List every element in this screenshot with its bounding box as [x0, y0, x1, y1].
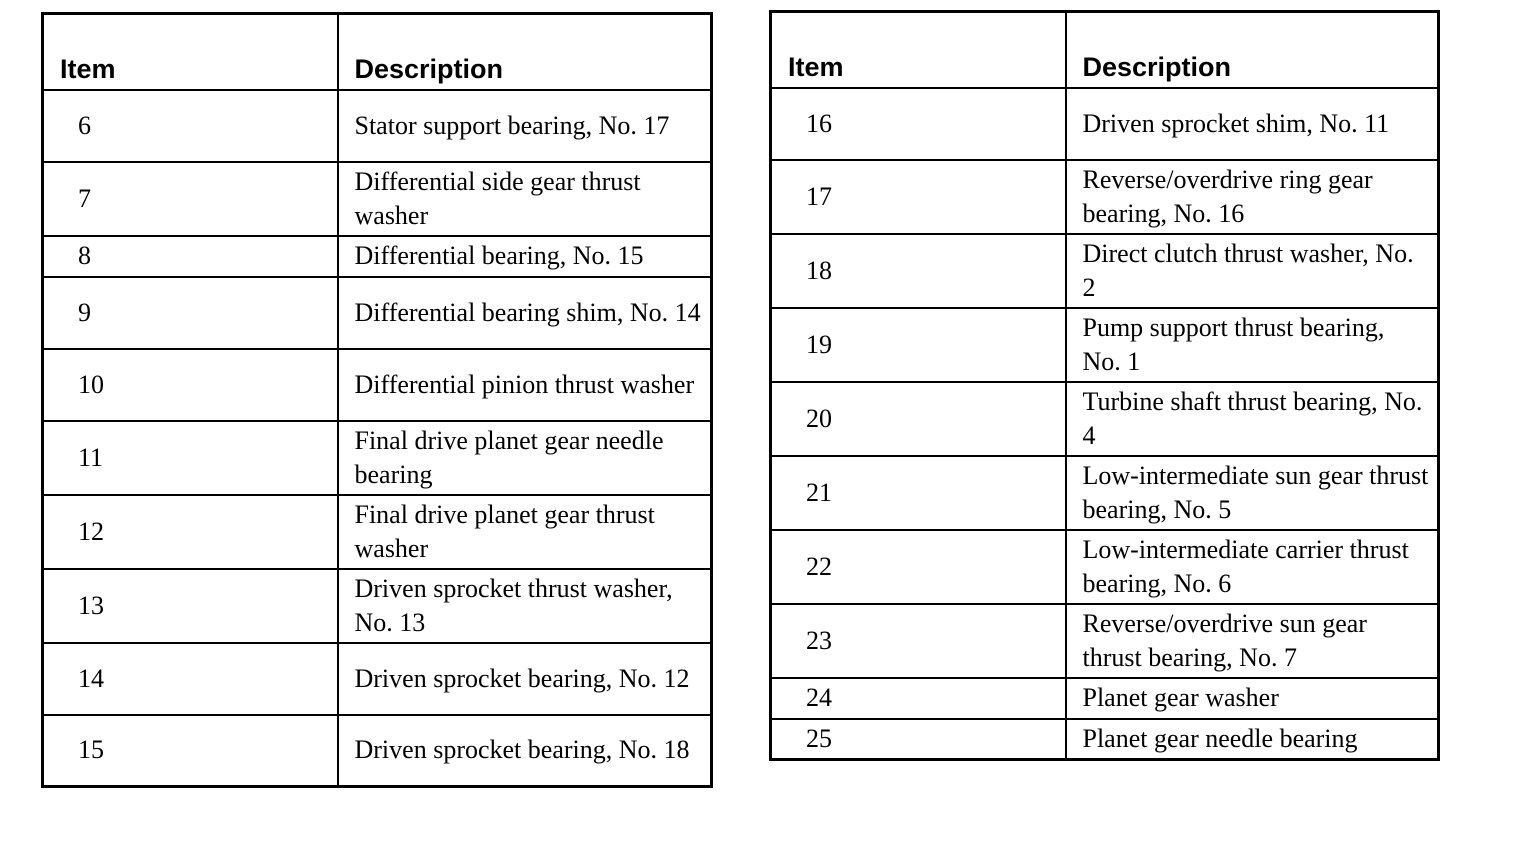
table-row: [43, 236, 712, 277]
description-cell: Differential bearing shim, No. 14: [338, 277, 712, 349]
description-cell: Differential side gear thrust washer: [338, 162, 712, 236]
description-cell: Low-intermediate sun gear thrust bearing, No. 5: [1066, 456, 1439, 530]
item-number-cell: 19: [771, 308, 1066, 382]
item-number-cell: 6: [43, 90, 338, 162]
header-row: [43, 14, 712, 90]
table-row: [771, 88, 1439, 160]
table-body: [43, 90, 712, 787]
item-number-cell: 15: [43, 715, 338, 787]
table-row: [771, 678, 1439, 719]
description-cell: Differential bearing, No. 15: [338, 236, 712, 277]
table-row: [771, 234, 1439, 308]
table-row: [771, 308, 1439, 382]
description-cell: Turbine shaft thrust bearing, No. 4: [1066, 382, 1439, 456]
item-number-cell: 21: [771, 456, 1066, 530]
table-row: [43, 349, 712, 421]
item-number-cell: 13: [43, 569, 338, 643]
description-cell: Reverse/overdrive ring gear bearing, No. 16: [1066, 160, 1439, 234]
table-row: [771, 456, 1439, 530]
item-number-cell: 23: [771, 604, 1066, 678]
parts-table-right: [769, 10, 1440, 761]
item-number-cell: 11: [43, 421, 338, 495]
item-column-header: Item: [43, 14, 338, 90]
table-row: [43, 90, 712, 162]
description-cell: Differential pinion thrust washer: [338, 349, 712, 421]
item-number-cell: 20: [771, 382, 1066, 456]
item-number-cell: 10: [43, 349, 338, 421]
description-cell: Final drive planet gear thrust washer: [338, 495, 712, 569]
table-row: [771, 604, 1439, 678]
item-column-header: Item: [771, 12, 1066, 88]
item-number-cell: 22: [771, 530, 1066, 604]
item-number-cell: 12: [43, 495, 338, 569]
table-row: [771, 719, 1439, 760]
description-cell: Driven sprocket shim, No. 11: [1066, 88, 1439, 160]
description-cell: Final drive planet gear needle bearing: [338, 421, 712, 495]
item-number-cell: 7: [43, 162, 338, 236]
item-number-cell: 14: [43, 643, 338, 715]
parts-table-left: [41, 12, 713, 788]
description-cell: Pump support thrust bearing, No. 1: [1066, 308, 1439, 382]
item-number-cell: 25: [771, 719, 1066, 760]
item-number-cell: 17: [771, 160, 1066, 234]
description-cell: Planet gear needle bearing: [1066, 719, 1439, 760]
table-row: [43, 421, 712, 495]
item-number-cell: 16: [771, 88, 1066, 160]
table-row: [771, 160, 1439, 234]
table-row: [771, 530, 1439, 604]
table-body: [771, 88, 1439, 760]
description-cell: Driven sprocket thrust washer, No. 13: [338, 569, 712, 643]
description-cell: Direct clutch thrust washer, No. 2: [1066, 234, 1439, 308]
table-row: [43, 643, 712, 715]
table-row: [771, 382, 1439, 456]
item-number-cell: 18: [771, 234, 1066, 308]
table-row: [43, 495, 712, 569]
table-row: [43, 715, 712, 787]
table-row: [43, 162, 712, 236]
description-column-header: Description: [1066, 12, 1439, 88]
description-cell: Reverse/overdrive sun gear thrust bearing, No. 7: [1066, 604, 1439, 678]
table-row: [43, 277, 712, 349]
item-number-cell: 8: [43, 236, 338, 277]
description-cell: Stator support bearing, No. 17: [338, 90, 712, 162]
header-row: [771, 12, 1439, 88]
description-cell: Low-intermediate carrier thrust bearing, No. 6: [1066, 530, 1439, 604]
description-column-header: Description: [338, 14, 712, 90]
description-cell: Planet gear washer: [1066, 678, 1439, 719]
item-number-cell: 24: [771, 678, 1066, 719]
description-cell: Driven sprocket bearing, No. 12: [338, 643, 712, 715]
item-number-cell: 9: [43, 277, 338, 349]
description-cell: Driven sprocket bearing, No. 18: [338, 715, 712, 787]
table-row: [43, 569, 712, 643]
